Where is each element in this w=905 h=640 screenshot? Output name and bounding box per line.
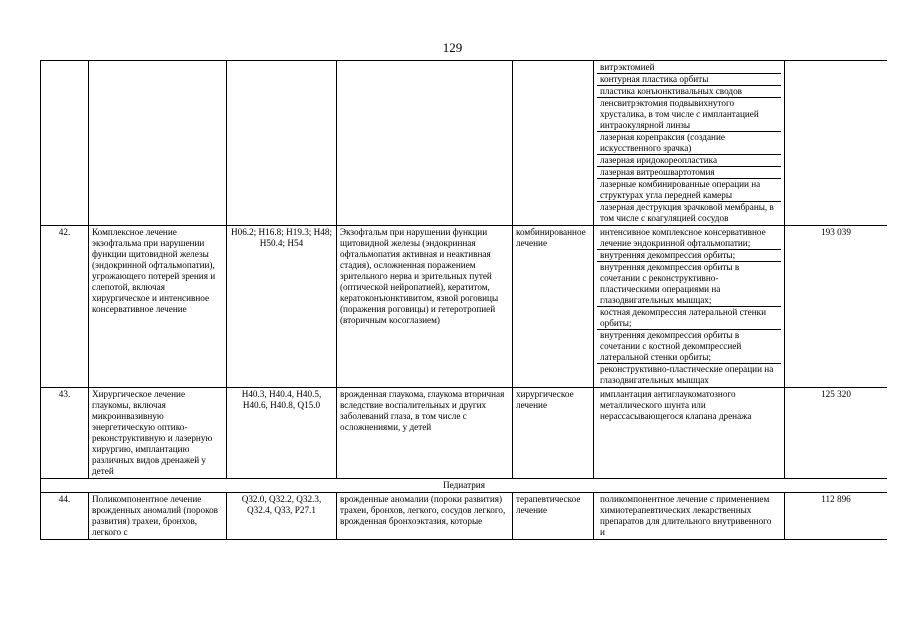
row-number: 44. <box>41 493 89 540</box>
treatment-name: Хирургическое лечение глаукомы, включая микроинвазивную энергетическую оптико-реконструктивную и лазерную хирургию, имплантацию различных видов дренажей у детей <box>89 388 227 479</box>
table-row <box>41 388 888 479</box>
page-number: 129 <box>442 40 463 55</box>
method-item: реконструктивно-пластические операции на глазодвигательных мышцах <box>600 364 774 385</box>
patient-model: врожденные аномалии (пороки развития) трахеи, бронхов, легкого, сосудов легкого, врожденная бронхоэктазия, которые <box>337 493 513 540</box>
price-value: 193 039 <box>785 226 888 388</box>
patient-model: Экзофтальм при нарушении функции щитовидной железы (эндокринная офтальмопатия активная и неактивная стадия), осложненная поражением зрительного нерва и зрительных путей (оптической нейропатией), кератитом, кератоконъюнктивитом, язвой роговицы (поражения роговицы) и гетеротропией (вторичным косоглазием) <box>337 226 513 388</box>
method-item: контурная пластика орбиты <box>597 74 781 86</box>
treatment-type: терапевтическое лечение <box>513 493 594 540</box>
section-row <box>41 479 888 493</box>
icd-codes: H06.2; H16.8; H19.3; H48; H50.4; H54 <box>227 226 337 388</box>
method-item: лазерная иридокореопластика <box>597 155 781 167</box>
methods-cell <box>594 61 785 226</box>
method-item: пластика конъюнктивальных сводов <box>597 86 781 98</box>
treatment-table <box>40 60 887 540</box>
methods-cell <box>594 226 785 388</box>
treatment-name: Комплексное лечение экзофтальма при нарушении функции щитовидной железы (эндокринной офтальмопатии), угрожающего потерей зрения и слепотой, включая хирургическое и интенсивное консервативное лечение <box>89 226 227 388</box>
price-value: 125 320 <box>785 388 888 479</box>
method-item: лазерные комбинированные операции на структурах угла передней камеры <box>597 179 781 202</box>
method-item: интенсивное комплексное консервативное лечение эндокринной офтальмопатии; <box>597 227 781 250</box>
row-number: 42. <box>41 226 89 388</box>
icd-codes: Q32.0, Q32.2, Q32.3, Q32.4, Q33, P27.1 <box>227 493 337 540</box>
method-item: внутренняя декомпрессия орбиты; <box>597 250 781 262</box>
methods-cell <box>594 493 785 540</box>
document-sheet <box>40 60 887 618</box>
method-item: ленсвитрэктомия подвывихнутого хрусталика, в том числе с имплантацией интраокулярной линзы <box>597 98 781 132</box>
method-item: витрэктомией <box>597 62 781 74</box>
treatment-type: комбинированное лечение <box>513 226 594 388</box>
method-item: имплантация антиглаукоматозного металлического шунта или нерассасывающегося клапана дренажа <box>600 389 752 421</box>
method-item: лазерная витреошвартотомия <box>597 167 781 179</box>
method-item: лазерная корепраксия (создание искусственного зрачка) <box>597 132 781 155</box>
treatment-type: хирургическое лечение <box>513 388 594 479</box>
method-item: внутренняя декомпрессия орбиты в сочетании с костной декомпрессией латеральной стенки орбиты; <box>597 330 781 364</box>
method-item: внутренняя декомпрессия орбиты в сочетании с реконструктивно-пластическими операциями на глазодвигательных мышцах; <box>597 262 781 307</box>
method-item: костная декомпрессия латеральной стенки орбиты; <box>597 307 781 330</box>
section-title: Педиатрия <box>41 479 888 493</box>
methods-cell <box>594 388 785 479</box>
price-value: 112 896 <box>785 493 888 540</box>
table-row <box>41 493 888 540</box>
table-row <box>41 61 888 226</box>
row-number: 43. <box>41 388 89 479</box>
method-item: лазерная деструкция зрачковой мембраны, в том числе с коагуляцией сосудов <box>600 202 774 223</box>
table-row <box>41 226 888 388</box>
icd-codes: H40.3, H40.4, H40.5, H40.6, H40.8, Q15.0 <box>227 388 337 479</box>
patient-model: врожденная глаукома, глаукома вторичная вследствие воспалительных и других заболеваний глаза, в том числе с осложнениями, у детей <box>337 388 513 479</box>
method-item: поликомпонентное лечение с применением химиотерапевтических лекарственных препаратов для длительного внутривенного и <box>600 494 772 537</box>
treatment-name: Поликомпонентное лечение врожденных аномалий (пороков развития) трахеи, бронхов, легкого с <box>89 493 227 540</box>
